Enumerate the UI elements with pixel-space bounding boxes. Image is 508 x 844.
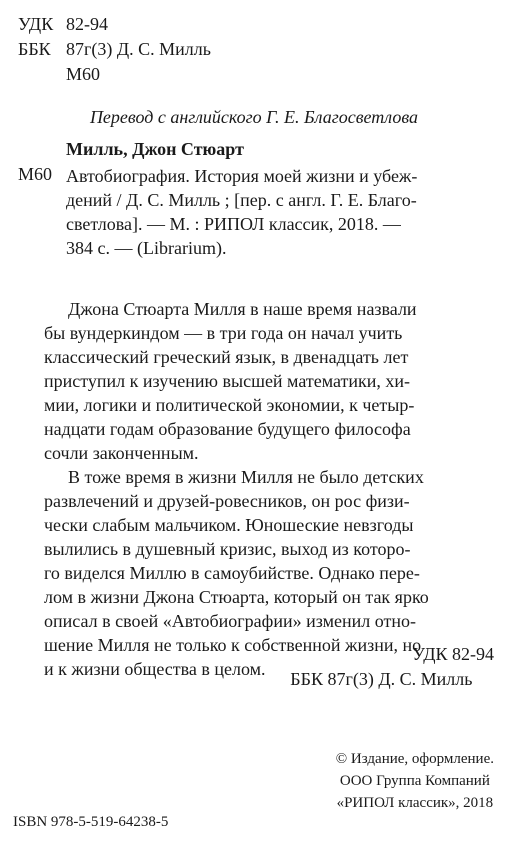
translator-line: Перевод с английского Г. Е. Благосветлова <box>89 107 419 127</box>
abstract-line: вылились в душевный кризис, выход из которо- <box>44 539 411 559</box>
copyright-notice <box>336 748 494 814</box>
abstract-line: развлечений и друзей-ровесников, он рос физи- <box>44 491 410 511</box>
description-line: дений / Д. С. Милль ; [пер. с англ. Г. Е. Благо- <box>66 190 417 210</box>
bbk-value: 87г(3) Д. С. Милль <box>66 39 211 59</box>
udk-repeat: УДК 82-94 <box>412 644 494 664</box>
abstract-line: и к жизни общества в целом. <box>44 659 266 679</box>
abstract-line: надцати годам образование будущего философа <box>44 419 411 439</box>
classification-codes-repeat <box>290 642 494 692</box>
isbn-number: ISBN 978-5-519-64238-5 <box>13 814 169 830</box>
description-line: светлова]. — М. : РИПОЛ классик, 2018. — <box>66 214 401 234</box>
abstract-line: го виделся Миллю в самоубийстве. Однако пере- <box>44 563 420 583</box>
abstract-line: описал в своей «Автобиографии» изменил отно- <box>44 611 416 631</box>
abstract-line: В тоже время в жизни Милля не было детских <box>68 467 424 487</box>
abstract-line: мии, логики и политической экономии, к четыр- <box>44 395 415 415</box>
udk-row <box>18 12 211 37</box>
bbk-label: ББК <box>18 39 51 59</box>
bbk-row <box>18 37 211 62</box>
abstract-line: бы вундеркиндом — в три года он начал учить <box>44 323 403 343</box>
author-heading: Милль, Джон Стюарт <box>66 139 244 159</box>
record-cutter: М60 <box>18 164 53 184</box>
abstract-line: приступил к изучению высшей математики, хи- <box>44 371 411 391</box>
udk-value: 82-94 <box>66 14 108 34</box>
bbk-repeat: ББК 87г(3) Д. С. Милль <box>290 669 473 689</box>
record-description <box>66 164 494 260</box>
abstract-line: классический греческий язык, в двенадцать лет <box>44 347 409 367</box>
copyright-line: «РИПОЛ классик», 2018 <box>336 795 494 811</box>
cutter-row <box>18 62 211 87</box>
copyright-line: © Издание, оформление. <box>335 751 494 767</box>
udk-label: УДК <box>18 14 54 34</box>
description-line: 384 с. — (Librarium). <box>66 238 227 258</box>
abstract-line: чески слабым мальчиком. Юношеские невзгоды <box>44 515 414 535</box>
abstract-line: лом в жизни Джона Стюарта, который он так ярко <box>44 587 429 607</box>
cutter-code: М60 <box>66 64 101 84</box>
abstract-line: Джона Стюарта Милля в наше время назвали <box>68 299 417 319</box>
abstract-line: шение Милля не только к собственной жизни, но <box>44 635 422 655</box>
abstract <box>44 297 494 681</box>
description-line: Автобиография. История моей жизни и убеж- <box>66 166 418 186</box>
abstract-line: сочли законченным. <box>44 443 199 463</box>
classification-codes <box>18 12 211 87</box>
copyright-line: ООО Группа Компаний <box>339 773 490 789</box>
